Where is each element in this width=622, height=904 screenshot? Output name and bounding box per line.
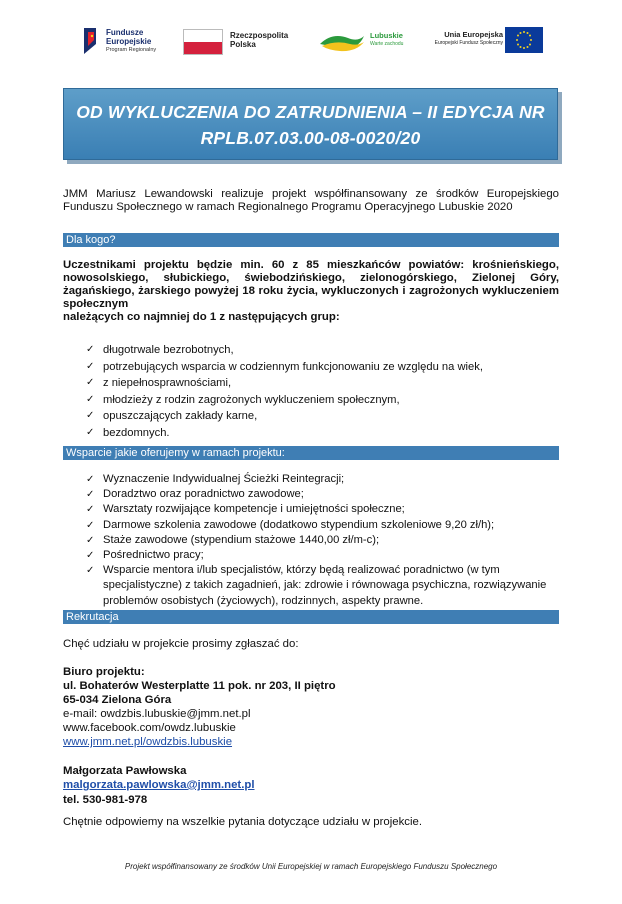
checkmark-icon: ✓ (86, 393, 95, 405)
list-item: ✓ opuszczających zakłady karne, (88, 408, 558, 425)
rzeczpospolita-polska-label: Rzeczpospolita Polska (230, 31, 289, 49)
participants-description: Uczestnikami projektu będzie min. 60 z 85 mieszkańców powiatów: krośnieńskiego, nowosolskiego, słubickiego, świebodzińskiego, zielonogórskiego, Zielonej Góry, żagańskiego, żarskiego powyżej 18 roku życia, wykluczonych i zagrożonych wykluczeniem społecznym należących co najmniej do 1 z następujących grup: (63, 259, 559, 323)
lubuskie-logo-icon (318, 30, 366, 54)
target-groups-list (88, 342, 558, 441)
contact-name: Małgorzata Pawłowska (63, 765, 187, 777)
checkmark-icon: ✓ (86, 426, 95, 438)
title-line-1: OD WYKLUCZENIA DO ZATRUDNIENIA – II EDYCJA NR (76, 102, 545, 122)
checkmark-icon: ✓ (86, 377, 95, 388)
lubuskie-label: Lubuskie Warte zachodu (370, 31, 404, 47)
contact-phone: tel. 530-981-978 (63, 794, 148, 806)
checkmark-icon: ✓ (86, 565, 95, 577)
checkmark-icon: ✓ (86, 504, 95, 516)
eu-flag-icon (505, 27, 543, 53)
fundusze-europejskie-label: Fundusze Europejskie Program Regionalny (106, 28, 157, 53)
list-item: ✓ potrzebujących wsparcia w codziennym funkcjonowaniu ze względu na wiek, (88, 359, 558, 376)
contact-email-link[interactable]: malgorzata.pawlowska@jmm.net.pl (63, 779, 255, 791)
list-item: ✓ Pośrednictwo pracy; (88, 548, 558, 563)
title-banner (63, 88, 558, 160)
facebook-address: www.facebook.com/owdz.lubuskie (63, 722, 236, 734)
closing-text: Chętnie odpowiemy na wszelkie pytania dotyczące udziału w projekcie. (63, 816, 422, 828)
checkmark-icon: ✓ (86, 474, 95, 485)
website-link[interactable]: www.jmm.net.pl/owdzbis.lubuskie (63, 736, 233, 748)
checkmark-icon: ✓ (86, 344, 95, 355)
unia-europejska-label: Unia Europejska Europejski Fundusz Społeczny (434, 30, 503, 46)
intro-paragraph: JMM Mariusz Lewandowski realizuje projekt współfinansowany ze środków Europejskiego Funduszu Społecznego w ramach Regionalnego Programu Operacyjnego Lubuskie 2020 (63, 188, 559, 213)
checkmark-icon: ✓ (86, 534, 95, 546)
address-line-1: ul. Bohaterów Westerplatte 11 pok. nr 203, II piętro (63, 680, 336, 692)
logo-strip (0, 22, 622, 60)
checkmark-icon: ✓ (86, 519, 95, 531)
list-item: ✓ z niepełnosprawnościami, (88, 375, 558, 392)
checkmark-icon: ✓ (86, 489, 95, 501)
section-heading-rekrutacja: Rekrutacja (63, 610, 559, 624)
polish-flag-icon (183, 29, 223, 55)
section-heading-wsparcie: Wsparcie jakie oferujemy w ramach projektu: (63, 446, 559, 460)
list-item: ✓ bezdomnych. (88, 425, 558, 442)
invite-text: Chęć udziału w projekcie prosimy zgłaszać do: (63, 638, 299, 650)
office-label: Biuro projektu: (63, 666, 145, 678)
checkmark-icon: ✓ (86, 360, 95, 372)
fundusze-europejskie-logo-icon (82, 26, 100, 56)
checkmark-icon: ✓ (86, 410, 95, 421)
footer-note: Projekt współfinansowany ze środków Unii Europejskiej w ramach Europejskiego Funduszu Społecznego (124, 862, 498, 871)
support-offer-list (88, 472, 558, 609)
list-item: ✓ Darmowe szkolenia zawodowe (dodatkowo stypendium szkoleniowe 9,20 zł/h); (88, 518, 558, 533)
checkmark-icon: ✓ (86, 550, 95, 562)
list-item: ✓ Doradztwo oraz poradnictwo zawodowe; (88, 487, 558, 502)
list-item: ✓ Wyznaczenie Indywidualnej Ścieżki Reintegracji; (88, 472, 558, 487)
title-line-2: RPLB.07.03.00-08-0020/20 (200, 128, 421, 148)
office-email: e-mail: owdzbis.lubuskie@jmm.net.pl (63, 708, 251, 720)
list-item: ✓ Warsztaty rozwijające kompetencje i umiejętności społeczne; (88, 502, 558, 517)
list-item: ✓ Wsparcie mentora i/lub specjalistów, którzy będą realizować poradnictwo (w tym specjalistyczne) z takich zagadnień, jak: zdrowie i równowaga psychiczna, rozwiązywanie problemów osobistych (życiowych), rodzinnych, aspekty prawne. (86, 564, 547, 607)
list-item: ✓ długotrwale bezrobotnych, (88, 342, 558, 359)
section-heading-dla-kogo: Dla kogo? (63, 233, 559, 247)
list-item: ✓ młodzieży z rodzin zagrożonych wykluczeniem społecznym, (88, 392, 558, 409)
list-item: ✓ Staże zawodowe (stypendium stażowe 1440,00 zł/m-c); (88, 533, 558, 548)
address-line-2: 65-034 Zielona Góra (63, 694, 172, 706)
